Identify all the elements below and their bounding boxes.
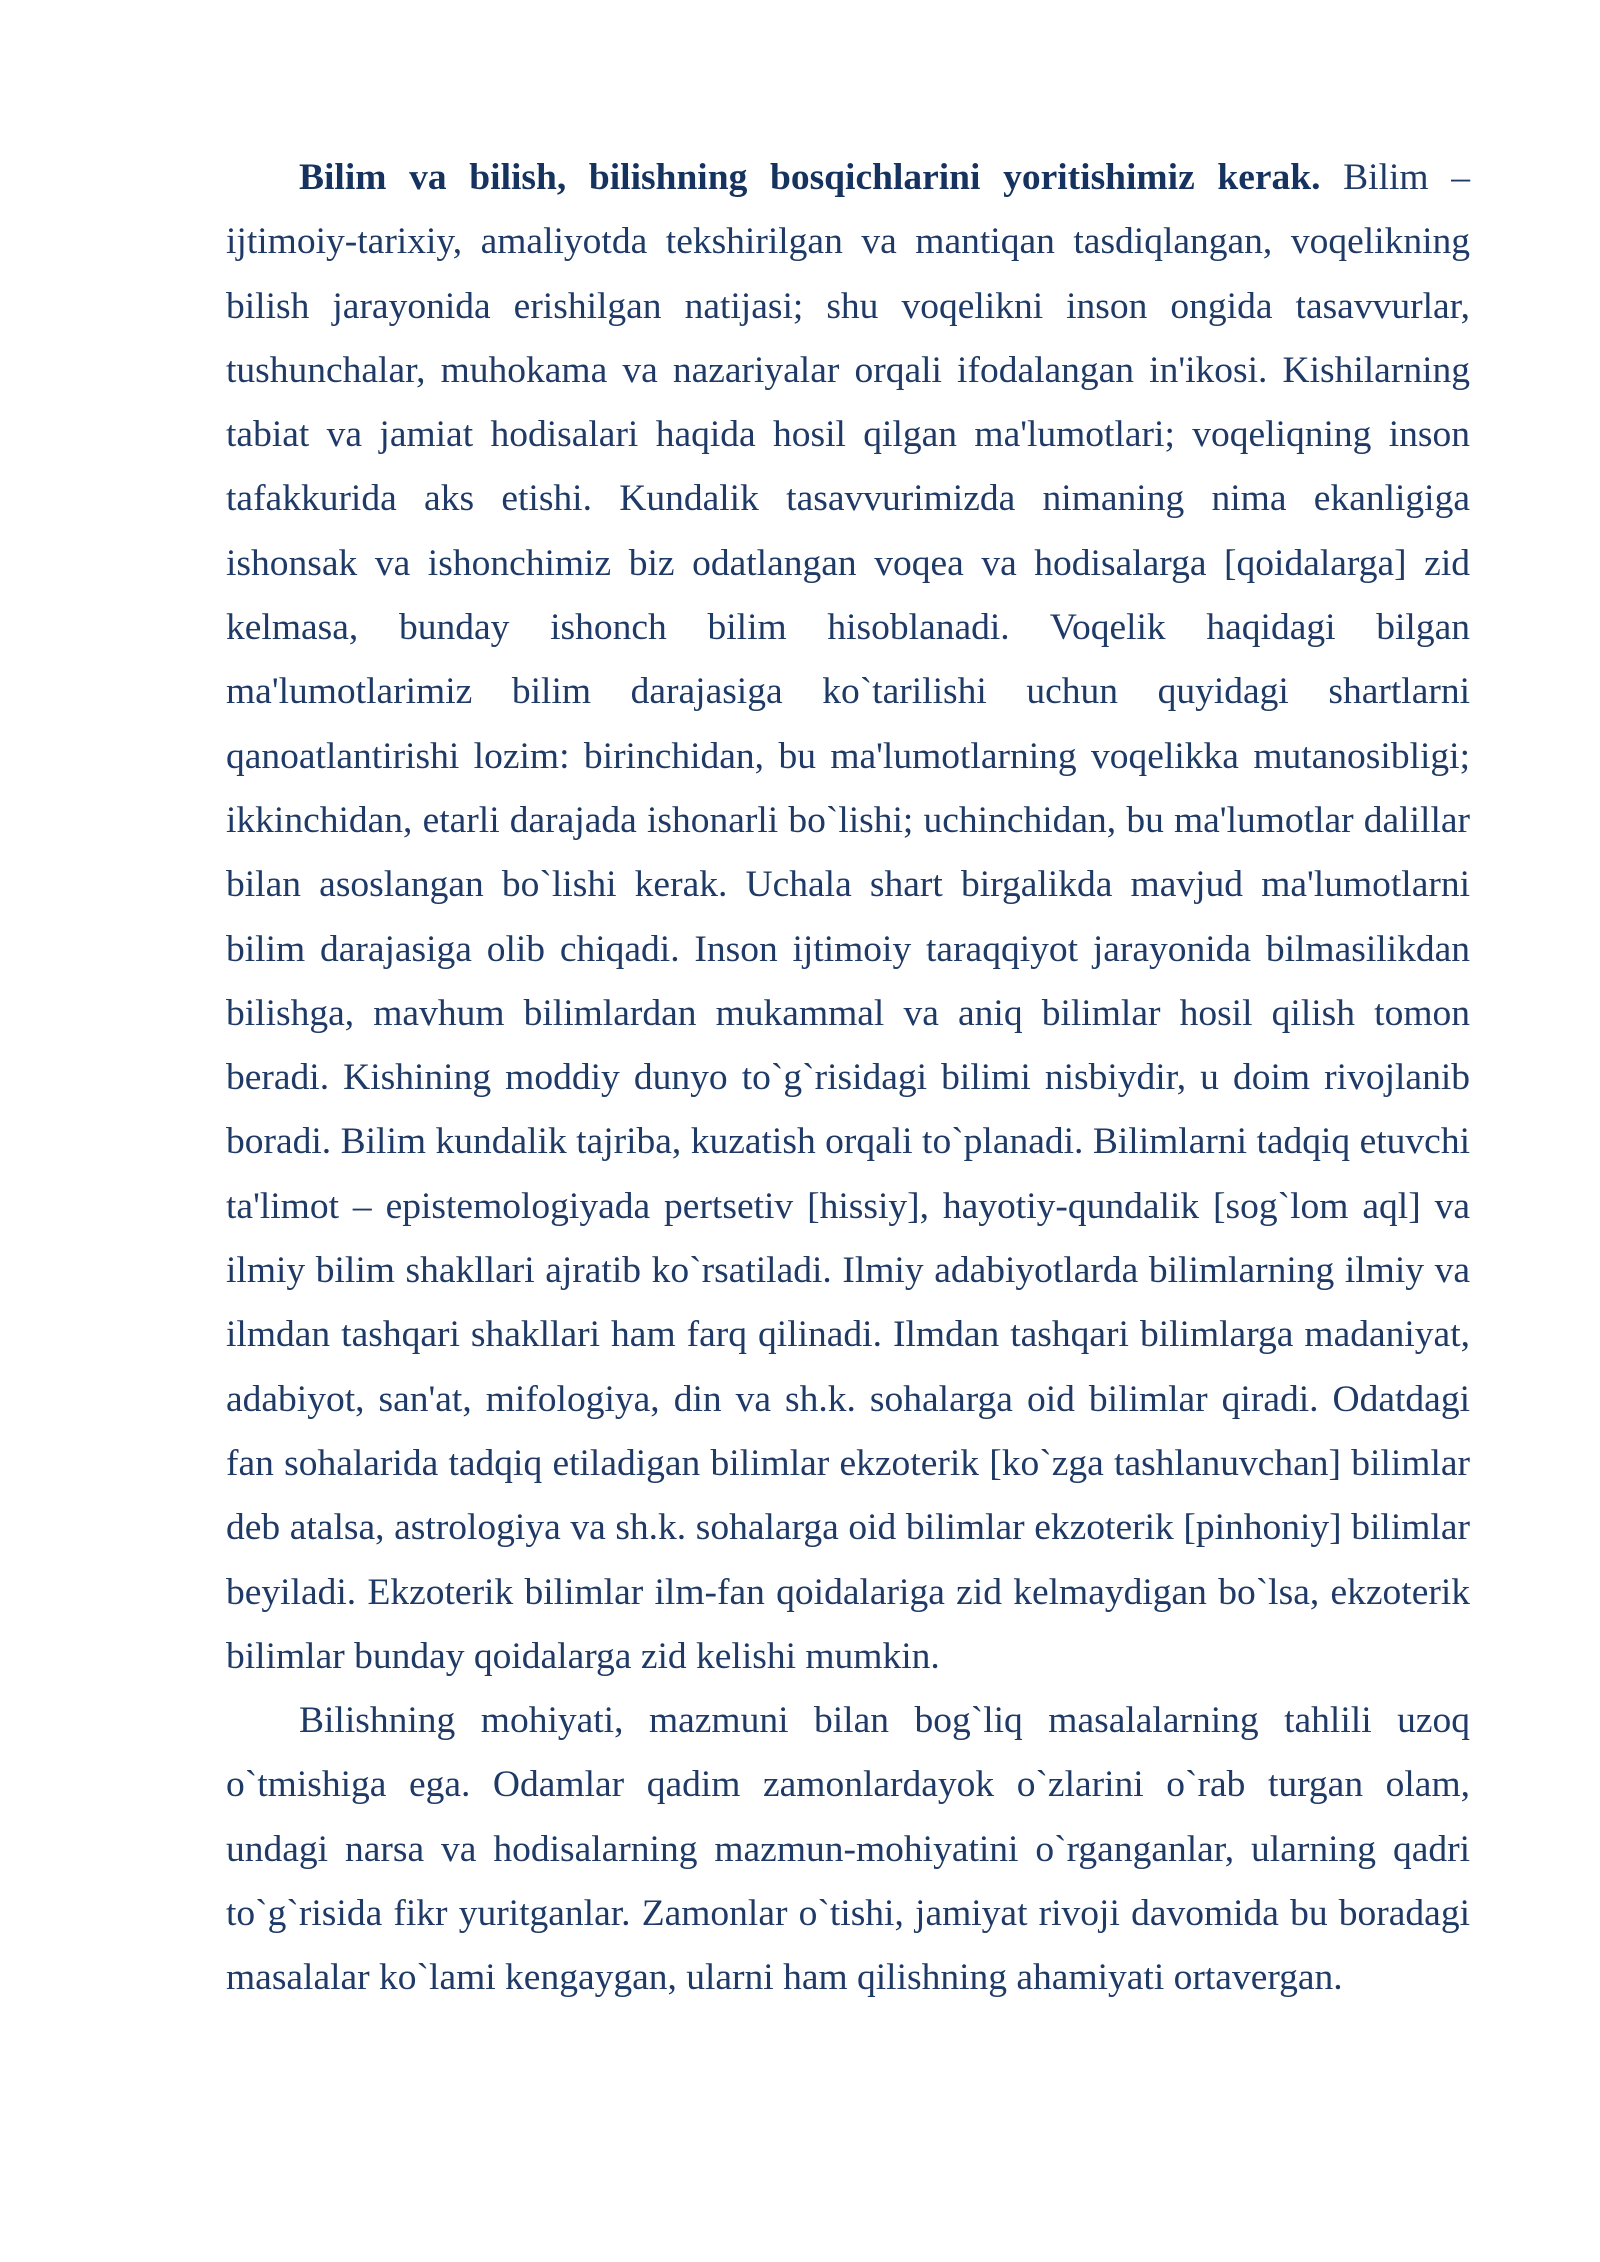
paragraph-1-text: Bilim – ijtimoiy-tarixiy, amaliyotda tekshirilgan va mantiqan tasdiqlangan, voqelikning bilish jarayonida erishilgan natijasi; shu voqelikni inson ongida tasavvurlar, tushunchalar, muhokama va nazariyalar orqali ifodalangan in'ikosi. Kishilarning tabiat va jamiat hodisalari haqida hosil qilgan ma'lumotlari; voqeliqning inson tafakkurida aks etishi. Kundalik tasavvurimizda nimaning nima ekanligiga ishonsak va ishonchimiz biz odatlangan voqea va hodisalarga [qoidalarga] zid kelmasa, bunday ishonch bilim hisoblanadi. Voqelik haqidagi bilgan ma'lumotlarimiz bilim darajasiga ko`tarilishi uchun quyidagi shartlarni qanoatlantirishi lozim: birinchidan, bu ma'lumotlarning voqelikka mutanosibligi; ikkinchidan, etarli darajada ishonarli bo`lishi; uchinchidan, bu ma'lumotlar dalillar bilan asoslangan bo`lishi kerak. Uchala shart birgalikda mavjud ma'lumotlarni bilim darajasiga olib chiqadi. Inson ijtimoiy taraqqiyot jarayonida bilmasilikdan bilishga, mavhum bilimlardan mukammal va aniq bilimlar hosil qilish tomon beradi. Kishining moddiy dunyo to`g`risidagi bilimi nisbiydir, u doim rivojlanib boradi. Bilim kundalik tajriba, kuzatish orqali to`planadi. Bilimlarni tadqiq etuvchi ta'limot – epistemologiyada pertsetiv [hissiy], hayotiy-qundalik [sog`lom aql] va ilmiy bilim shakllari ajratib ko`rsatiladi. Ilmiy adabiyotlarda bilimlarning ilmiy va ilmdan tashqari shakllari ham farq qilinadi. Ilmdan tashqari bilimlarga madaniyat, adabiyot, san'at, mifologiya, din va sh.k. sohalarga oid bilimlar qiradi. Odatdagi fan sohalarida tadqiq etiladigan bilimlar ekzoterik [ko`zga tashlanuvchan] bilimlar deb atalsa, astrologiya va sh.k. sohalarga oid bilimlar ekzoterik [pinhoniy] bilimlar beyiladi. Ekzoterik bilimlar ilm-fan qoidalariga zid kelmaydigan bo`lsa, ekzoterik bilimlar bunday qoidalarga zid kelishi mumkin.: [226, 157, 1470, 1677]
paragraph-1: [226, 146, 1470, 1689]
paragraph-1-lead-sentence: Bilim va bilish, bilishning bosqichlarini yoritishimiz kerak.: [299, 157, 1321, 198]
paragraph-2: [226, 1689, 1470, 2010]
document-body: [226, 146, 1470, 2011]
paragraph-2-text: Bilishning mohiyati, mazmuni bilan bog`liq masalalarning tahlili uzoq o`tmishiga ega. Odamlar qadim zamonlardayok o`zlarini o`rab turgan olam, undagi narsa va hodisalarning mazmun-mohiyatini o`rganganlar, ularning qadri to`g`risida fikr yuritganlar. Zamonlar o`tishi, jamiyat rivoji davomida bu boradagi masalalar ko`lami kengaygan, ularni ham qilishning ahamiyati ortavergan.: [226, 1700, 1470, 1999]
